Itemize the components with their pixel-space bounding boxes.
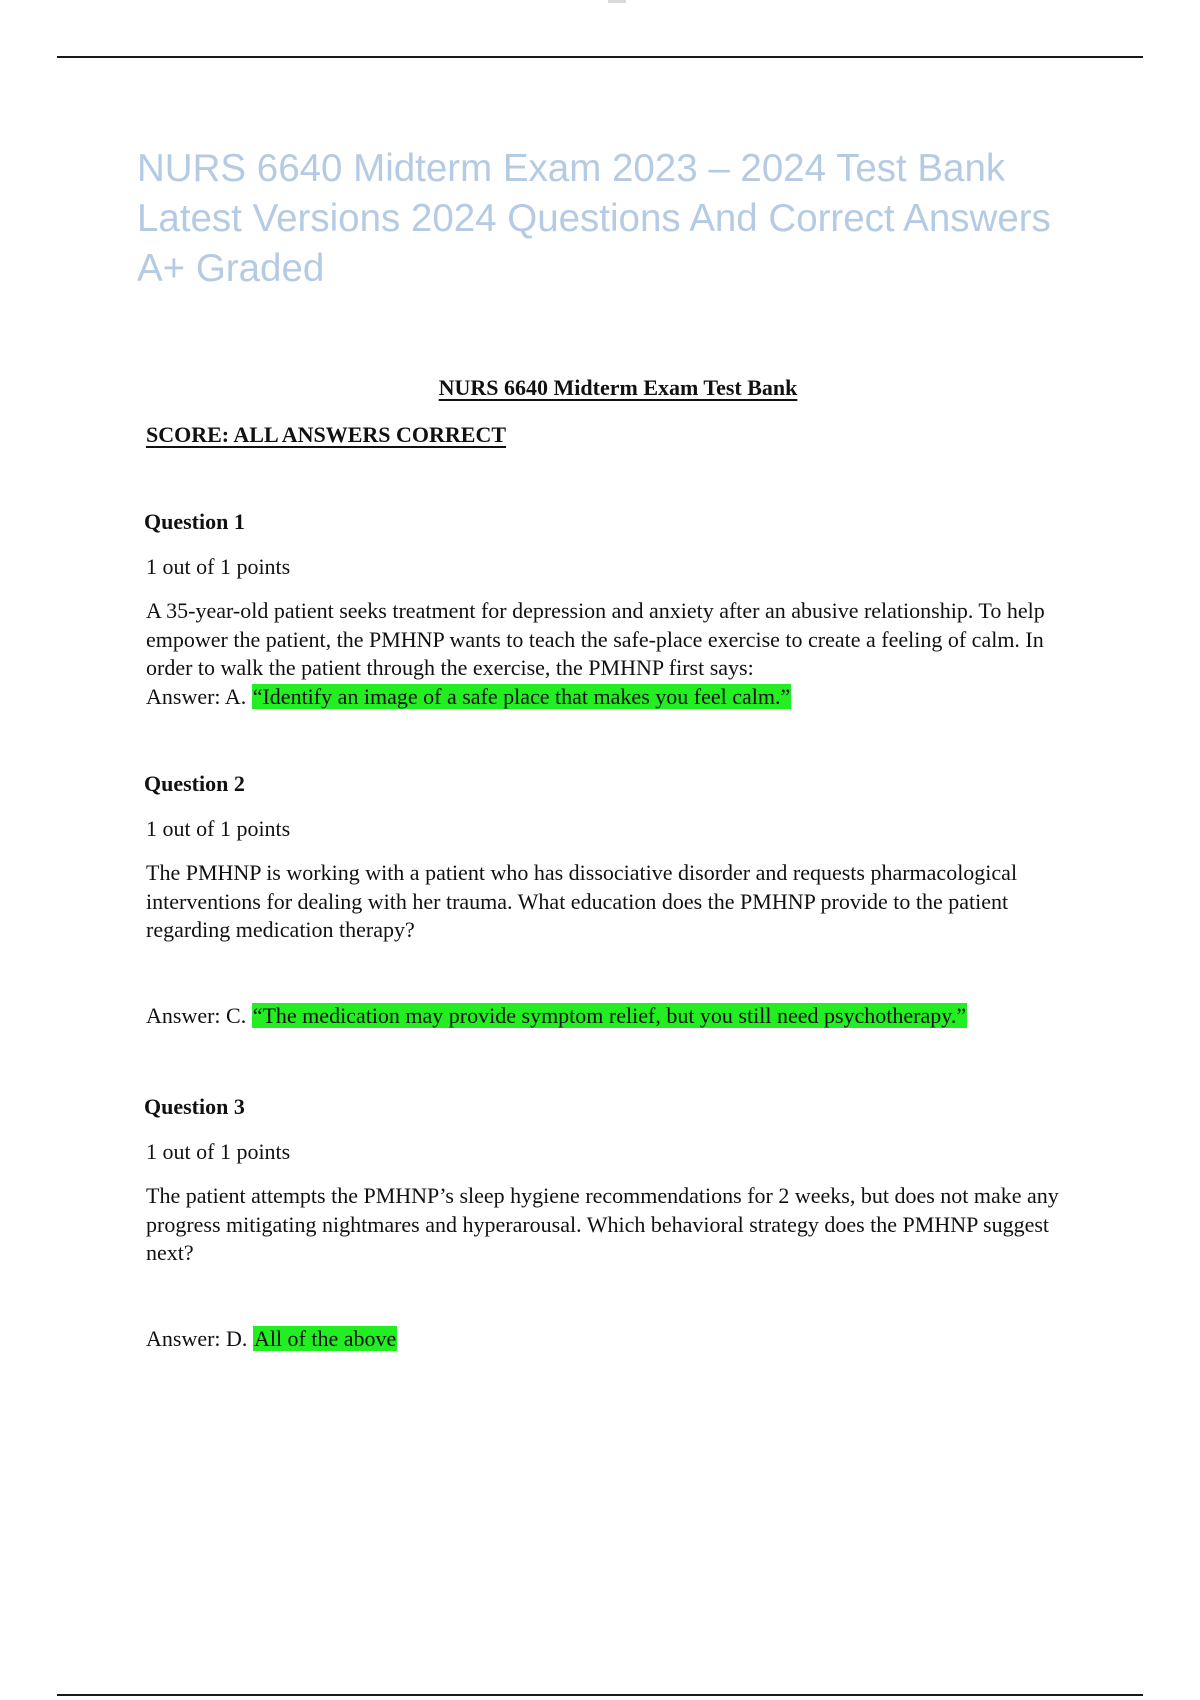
question-title: Question 2: [144, 771, 245, 796]
question-1: [144, 508, 1084, 711]
question-title: Question 1: [144, 509, 245, 534]
answer-highlight: “The medication may provide symptom relief, but you still need psychotherapy.”: [252, 1002, 967, 1028]
top-rule: [57, 56, 1143, 58]
answer-highlight: “Identify an image of a safe place that makes you feel calm.”: [252, 683, 791, 709]
question-points: 1 out of 1 points: [146, 1139, 291, 1164]
question-3: [144, 1093, 1084, 1353]
answer-prefix: Answer: C.: [146, 1002, 252, 1028]
question-points: 1 out of 1 points: [146, 816, 291, 841]
score-line: SCORE: ALL ANSWERS CORRECT: [146, 422, 507, 447]
answer-line: [146, 683, 1084, 712]
question-2: [144, 770, 1084, 1030]
question-points: 1 out of 1 points: [146, 554, 291, 579]
document-title: NURS 6640 Midterm Exam 2023 – 2024 Test Bank Latest Versions 2024 Questions And Correct Answers A+ Graded: [137, 147, 1051, 290]
question-text: A 35-year-old patient seeks treatment for depression and anxiety after an abusive relationship. To help empower the patient, the PMHNP wants to teach the safe-place exercise to create a feeling of calm. In order to walk the patient through the exercise, the PMHNP first says:: [146, 598, 1045, 680]
question-text: The PMHNP is working with a patient who has dissociative disorder and requests pharmacological interventions for dealing with her trauma. What education does the PMHNP provide to the patient regarding medication therapy?: [146, 860, 1018, 942]
question-text: The patient attempts the PMHNP’s sleep hygiene recommendations for 2 weeks, but does not make any progress mitigating nightmares and hyperarousal. Which behavioral strategy does the PMHNP suggest next?: [146, 1183, 1059, 1265]
answer-highlight: All of the above: [253, 1325, 397, 1351]
answer-prefix: Answer: D.: [146, 1325, 253, 1351]
answer-line: [146, 1002, 1084, 1031]
answer-prefix: Answer: A.: [146, 683, 252, 709]
test-bank-heading: NURS 6640 Midterm Exam Test Bank: [438, 375, 798, 400]
answer-line: [146, 1325, 1084, 1354]
question-title: Question 3: [144, 1094, 245, 1119]
page-top-mark: [608, 0, 626, 3]
bottom-rule: [57, 1694, 1143, 1696]
